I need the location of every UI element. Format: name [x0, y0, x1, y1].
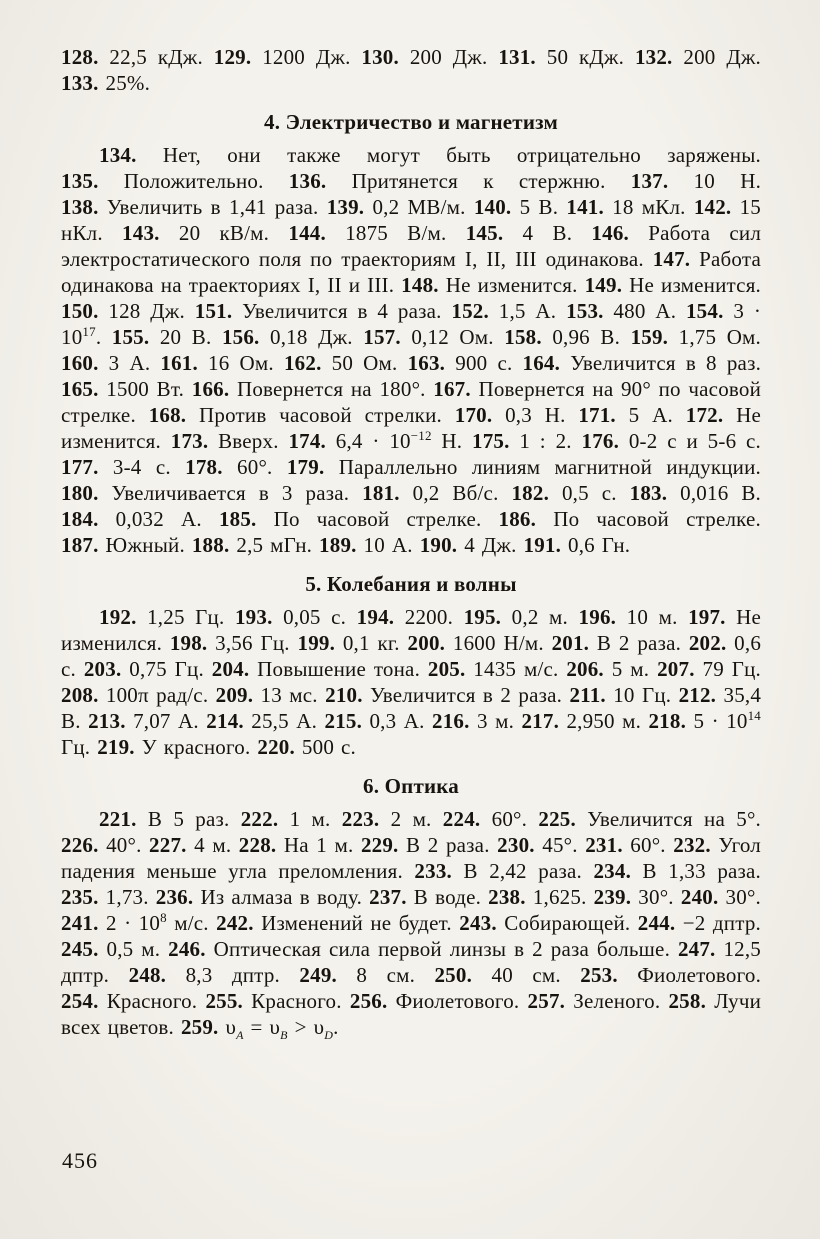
answer-number: 198.: [169, 631, 208, 655]
answer-number: 182.: [511, 481, 550, 505]
answer-number: 158.: [504, 325, 542, 349]
answer-number: 221.: [99, 807, 137, 831]
answer-number: 147.: [652, 247, 691, 271]
answer-number: 225.: [538, 807, 576, 831]
answer-number: 189.: [319, 533, 357, 557]
answer-number: 254.: [61, 989, 99, 1013]
answer-number: 128.: [61, 45, 99, 69]
answer-number: 195.: [463, 605, 502, 629]
answer-text: 3-4 с.: [98, 455, 171, 479]
answer-text: 200 Дж.: [398, 45, 488, 69]
answer-text: 25%.: [98, 71, 151, 95]
answer-text: 1875 В/м.: [325, 221, 447, 245]
answer-number: 135.: [61, 169, 99, 193]
answer-text: $\upsilon_A = \upsilon_B > \upsilon_D$.: [218, 1015, 339, 1043]
superscript: 8: [160, 910, 167, 925]
answer-text: 10 Гц.: [605, 683, 672, 707]
answer-text: $3 \cdot 10^{17}$.: [61, 299, 762, 349]
answer-number: 175.: [472, 429, 510, 453]
answer-number: 181.: [362, 481, 400, 505]
answer-text: 1,625.: [525, 885, 587, 909]
answer-text: 8,3 дптр.: [166, 963, 280, 987]
answer-number: 250.: [434, 963, 473, 987]
answer-number: 152.: [451, 299, 489, 323]
answer-number: 217.: [521, 709, 560, 733]
answer-text: Увеличится в 4 раза.: [232, 299, 442, 323]
answer-number: 253.: [580, 963, 618, 987]
answer-number: 177.: [61, 455, 99, 479]
answer-text: Повернется на 90° по часовой стрелке.: [61, 377, 762, 427]
answers-text-block: [61, 44, 762, 1043]
answer-text: Увеличить в 1,41 раза.: [98, 195, 319, 219]
answer-text: 4 Дж.: [457, 533, 517, 557]
answer-number: 141.: [566, 195, 604, 219]
superscript: −12: [410, 428, 432, 443]
answer-text: 60°.: [222, 455, 273, 479]
answer-number: 228.: [238, 833, 277, 857]
answer-number: 142.: [693, 195, 732, 219]
answer-number: 163.: [407, 351, 446, 375]
answer-text: 2200.: [394, 605, 454, 629]
answer-text: Не изменится.: [622, 273, 762, 297]
answer-text: 15 нКл.: [61, 195, 762, 245]
answer-number: 138.: [61, 195, 99, 219]
answer-text: 0,1 кг.: [335, 631, 400, 655]
answer-number: 207.: [657, 657, 695, 681]
answer-text: 1500 Вт.: [98, 377, 185, 401]
answer-text: Работа одинакова на траекториях I, II и III.: [61, 247, 762, 297]
answer-text: 480 А.: [603, 299, 677, 323]
answer-number: 231.: [585, 833, 623, 857]
answer-number: 194.: [356, 605, 395, 629]
answer-number: 179.: [286, 455, 325, 479]
answer-number: 234.: [593, 859, 632, 883]
section-heading-optics: 6. Оптика: [363, 774, 459, 798]
answer-text: 128 Дж.: [98, 299, 185, 323]
answer-number: 193.: [234, 605, 273, 629]
answer-number: 130.: [361, 45, 399, 69]
answer-text: 5 В.: [511, 195, 559, 219]
answer-text: Вверх.: [208, 429, 279, 453]
answer-number: 255.: [205, 989, 243, 1013]
answer-text: 8 см.: [336, 963, 416, 987]
answer-number: 214.: [206, 709, 244, 733]
answer-number: 235.: [61, 885, 99, 909]
answer-number: 171.: [578, 403, 616, 427]
section-heading-electricity-magnetism: 4. Электричество и магнетизм: [264, 110, 558, 134]
answer-number: 240.: [680, 885, 719, 909]
answer-number: 191.: [523, 533, 562, 557]
answer-number: 144.: [288, 221, 326, 245]
answers-paragraph-electricity-magnetism: [61, 142, 761, 558]
answer-text: Увеличится на 5°.: [575, 807, 762, 831]
answer-text: 0,016 В.: [667, 481, 761, 505]
answer-text: 3 А.: [98, 351, 151, 375]
answer-number: 197.: [688, 605, 726, 629]
answer-text: 0,2 м.: [501, 605, 568, 629]
answer-number: 192.: [99, 605, 137, 629]
answers-paragraph-optics: [61, 806, 762, 1043]
answer-text: Увеличится в 2 раза.: [362, 683, 563, 707]
answer-text: 1,75 Ом.: [668, 325, 762, 349]
answer-number: 154.: [685, 299, 724, 323]
answer-number: 256.: [349, 989, 388, 1013]
answer-text: В 1,33 раза.: [631, 859, 761, 883]
answer-number: 143.: [122, 221, 160, 245]
answer-text: Собирающей.: [496, 911, 631, 935]
answer-text: 2,5 мГн.: [229, 533, 313, 557]
answer-number: 245.: [61, 937, 99, 961]
answer-number: 151.: [194, 299, 233, 323]
answer-text: 79 Гц.: [694, 657, 762, 681]
answer-text: 30°.: [718, 885, 761, 909]
answer-text: −2 дптр.: [675, 911, 762, 935]
answer-number: 140.: [473, 195, 512, 219]
answer-number: 187.: [61, 533, 99, 557]
answer-text: 12,5 дптр.: [61, 937, 761, 987]
answer-number: 162.: [283, 351, 322, 375]
answer-text: 0,2 Вб/с.: [399, 481, 499, 505]
answer-text: 3,56 Гц.: [207, 631, 290, 655]
answer-text: 0,96 В.: [541, 325, 621, 349]
answer-text: Угол падения меньше угла преломления.: [61, 833, 761, 883]
answer-number: 145.: [465, 221, 504, 245]
superscript: 14: [747, 708, 762, 723]
answer-text: 1600 Н/м.: [445, 631, 544, 655]
answer-text: 22,5 кДж.: [98, 45, 203, 69]
answer-text: 0,18 Дж.: [259, 325, 353, 349]
answer-text: В 2,42 раза.: [451, 859, 582, 883]
answer-text: 100π рад/с.: [98, 683, 209, 707]
answer-number: 246.: [168, 937, 206, 961]
answers-paragraph-mechanics-tail: [61, 44, 761, 96]
answer-number: 132.: [634, 45, 673, 69]
answer-text: В 2 раза.: [589, 631, 682, 655]
answer-text: 0,6 Гн.: [561, 533, 631, 557]
answer-number: 224.: [442, 807, 481, 831]
answer-number: 218.: [648, 709, 687, 733]
answer-number: 183.: [629, 481, 668, 505]
answer-text: 500 с.: [294, 735, 356, 759]
answer-number: 165.: [61, 377, 99, 401]
answer-text: Увеличивается в 3 раза.: [98, 481, 350, 505]
answer-number: 188.: [191, 533, 230, 557]
answer-text: По часовой стрелке.: [256, 507, 482, 531]
answer-text: 45°.: [534, 833, 578, 857]
answer-number: 227.: [149, 833, 187, 857]
answer-number: 172.: [685, 403, 724, 427]
answer-number: 150.: [61, 299, 99, 323]
answer-number: 153.: [566, 299, 604, 323]
answer-number: 155.: [111, 325, 150, 349]
answer-text: 0,6 с.: [61, 631, 762, 681]
answer-text: 1,73.: [98, 885, 149, 909]
answer-text: 1,25 Гц.: [136, 605, 225, 629]
answer-text: На 1 м.: [276, 833, 354, 857]
answer-text: 35,4 В.: [61, 683, 762, 733]
answer-number: 220.: [257, 735, 295, 759]
answer-number: 208.: [61, 683, 99, 707]
answer-text: 50 Ом.: [321, 351, 398, 375]
answer-text: 200 Дж.: [672, 45, 762, 69]
answer-text: Красного.: [243, 989, 342, 1013]
answer-number: 134.: [99, 143, 137, 167]
superscript: 17: [82, 324, 96, 339]
answer-number: 233.: [414, 859, 452, 883]
answer-number: 133.: [61, 71, 99, 95]
answer-text: 60°.: [622, 833, 666, 857]
answer-text: $2 \cdot 10^8$ м/с.: [98, 910, 209, 935]
answer-text: Нет, они также могут быть отрицательно заряжены.: [136, 143, 761, 167]
answer-text: 0,5 с.: [549, 481, 617, 505]
answer-number: 236.: [155, 885, 194, 909]
answer-text: 40 см.: [472, 963, 561, 987]
answer-number: 156.: [221, 325, 260, 349]
subscript: A: [236, 1028, 244, 1043]
answer-number: 185.: [218, 507, 257, 531]
answer-text: 5 м.: [603, 657, 650, 681]
answer-text: 60°.: [480, 807, 528, 831]
answer-number: 229.: [360, 833, 399, 857]
answer-number: 206.: [566, 657, 604, 681]
answer-number: 168.: [148, 403, 187, 427]
answer-text: 0,75 Гц.: [121, 657, 204, 681]
answer-number: 176.: [581, 429, 620, 453]
answer-number: 201.: [551, 631, 590, 655]
answer-text: Фиолетового.: [617, 963, 762, 987]
answer-text: 4 м.: [186, 833, 232, 857]
answer-number: 219.: [97, 735, 135, 759]
answer-text: 7,07 А.: [125, 709, 199, 733]
answer-number: 146.: [591, 221, 629, 245]
subscript: D: [324, 1028, 334, 1043]
answer-text: Лучи всех цветов.: [61, 989, 762, 1039]
answer-text: Увеличится в 8 раз.: [560, 351, 762, 375]
answer-number: 186.: [498, 507, 537, 531]
page-number: 456: [62, 1148, 98, 1173]
answer-text: 2 м.: [379, 807, 432, 831]
answer-text: Повышение тона.: [249, 657, 421, 681]
answer-number: 159.: [630, 325, 669, 349]
answer-number: 258.: [668, 989, 707, 1013]
answer-number: 160.: [61, 351, 99, 375]
answer-number: 223.: [341, 807, 380, 831]
answer-number: 129.: [213, 45, 252, 69]
answer-number: 196.: [578, 605, 617, 629]
answer-number: 213.: [88, 709, 126, 733]
answer-number: 243.: [459, 911, 497, 935]
answer-text: 1435 м/с.: [465, 657, 559, 681]
answer-number: 226.: [61, 833, 99, 857]
answer-text: 1 м.: [278, 807, 331, 831]
answer-number: 131.: [498, 45, 536, 69]
answer-text: 0,05 с.: [272, 605, 347, 629]
answer-number: 230.: [497, 833, 535, 857]
answer-text: Против часовой стрелки.: [186, 403, 442, 427]
answer-text: Оптическая сила первой линзы в 2 раза больше.: [205, 937, 671, 961]
answer-text: 0-2 с и 5-6 с.: [619, 429, 761, 453]
answer-text: Зеленого.: [565, 989, 661, 1013]
answer-number: 164.: [522, 351, 561, 375]
answer-number: 257.: [527, 989, 566, 1013]
answer-text: Повернется на 180°.: [229, 377, 426, 401]
answer-text: 4 В.: [503, 221, 573, 245]
answer-number: 203.: [83, 657, 122, 681]
answer-number: 139.: [326, 195, 365, 219]
answer-text: По часовой стрелке.: [536, 507, 761, 531]
answer-text: 10 м.: [616, 605, 678, 629]
answer-number: 137.: [630, 169, 669, 193]
answer-number: 249.: [299, 963, 337, 987]
answer-text: 900 с.: [445, 351, 513, 375]
answer-number: 237.: [369, 885, 407, 909]
answer-text: Красного.: [98, 989, 198, 1013]
answer-text: У красного.: [134, 735, 251, 759]
answer-number: 202.: [688, 631, 727, 655]
answer-text: 1200 Дж.: [251, 45, 351, 69]
answer-number: 136.: [288, 169, 327, 193]
answer-number: 173.: [170, 429, 209, 453]
answer-text: 0,5 м.: [98, 937, 161, 961]
answer-text: 18 мКл.: [603, 195, 686, 219]
answer-text: 0,3 Н.: [492, 403, 566, 427]
answer-text: 30°.: [631, 885, 674, 909]
answer-number: 244.: [637, 911, 676, 935]
answer-number: 232.: [673, 833, 711, 857]
answer-text: 40°.: [98, 833, 142, 857]
answer-number: 205.: [427, 657, 466, 681]
answer-number: 211.: [569, 683, 606, 707]
answer-number: 222.: [240, 807, 279, 831]
answer-number: 190.: [419, 533, 458, 557]
answer-text: 25,5 А.: [243, 709, 318, 733]
answer-number: 199.: [297, 631, 336, 655]
answer-text: 1,5 А.: [488, 299, 557, 323]
answer-text: 13 мс.: [253, 683, 318, 707]
answer-text: 20 кВ/м.: [159, 221, 270, 245]
answer-text: 20 В.: [149, 325, 212, 349]
answer-number: 247.: [677, 937, 716, 961]
answer-number: 170.: [454, 403, 493, 427]
answer-text: 16 Ом.: [197, 351, 274, 375]
answer-text: Притянется к стержню.: [326, 169, 606, 193]
answer-number: 204.: [211, 657, 250, 681]
subscript: B: [280, 1028, 288, 1043]
answer-text: 50 кДж.: [535, 45, 625, 69]
answer-text: $5 \cdot 10^{14}$ Гц.: [61, 708, 762, 759]
answer-number: 174.: [288, 429, 326, 453]
answer-number: 238.: [488, 885, 526, 909]
answer-text: Фиолетового.: [387, 989, 520, 1013]
answers-paragraph-oscillations-waves: [61, 604, 761, 760]
answer-number: 161.: [160, 351, 198, 375]
answer-number: 210.: [325, 683, 363, 707]
answer-text: Южный.: [98, 533, 185, 557]
answer-number: 178.: [185, 455, 223, 479]
answer-number: 148.: [401, 273, 439, 297]
answer-text: 10 Н.: [668, 169, 762, 193]
answer-text: Не изменился.: [61, 605, 762, 655]
answer-text: 2,950 м.: [559, 709, 642, 733]
answer-text: 3 м.: [469, 709, 515, 733]
answer-number: 149.: [584, 273, 623, 297]
answer-number: 157.: [363, 325, 401, 349]
answer-text: В 5 раз.: [136, 807, 230, 831]
answer-number: 215.: [324, 709, 363, 733]
answer-text: 0,032 А.: [98, 507, 202, 531]
answer-number: 184.: [61, 507, 99, 531]
answer-number: 239.: [593, 885, 632, 909]
answer-number: 248.: [128, 963, 167, 987]
answer-text: 0,12 Ом.: [400, 325, 494, 349]
answer-text: 5 А.: [615, 403, 673, 427]
answer-text: 10 А.: [356, 533, 413, 557]
answer-number: 180.: [61, 481, 99, 505]
answer-number: 216.: [432, 709, 470, 733]
answer-text: Работа сил электростатического поля по траекториям I, II, III одинакова.: [61, 221, 762, 271]
answer-text: 0,3 А.: [362, 709, 425, 733]
answer-text: Из алмаза в воду.: [193, 885, 363, 909]
answer-text: 1 : 2.: [509, 429, 572, 453]
answer-text: $6,4 \cdot 10^{-12}$ Н.: [326, 428, 463, 453]
answer-number: 167.: [433, 377, 471, 401]
answer-text: Параллельно линиям магнитной индукции.: [324, 455, 762, 479]
answer-text: Положительно.: [98, 169, 264, 193]
answer-text: Не изменится.: [61, 403, 761, 453]
answer-text: 0,2 МВ/м.: [364, 195, 466, 219]
answer-number: 200.: [407, 631, 446, 655]
answer-number: 242.: [216, 911, 254, 935]
answer-text: В 2 раза.: [398, 833, 490, 857]
answer-number: 241.: [61, 911, 99, 935]
answer-number: 209.: [215, 683, 254, 707]
answer-text: В воде.: [406, 885, 482, 909]
answer-number: 212.: [678, 683, 717, 707]
answer-number: 259.: [180, 1015, 219, 1039]
section-heading-oscillations-waves: 5. Колебания и волны: [305, 572, 517, 596]
answer-number: 166.: [191, 377, 230, 401]
answer-text: Не изменится.: [438, 273, 578, 297]
answer-text: Изменений не будет.: [253, 911, 452, 935]
